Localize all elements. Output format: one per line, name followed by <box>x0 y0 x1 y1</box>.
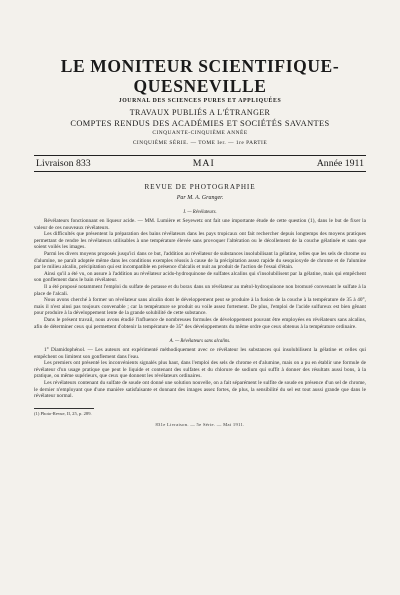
annee-line: CINQUANTE-CINQUIÈME ANNÉE <box>152 130 248 136</box>
paragraph: 1° Diamidophénol. — Les auteurs ont expérimenté méthodiquement avec ce révélateur les substances qui insolubilisent la gélatine et celles qui empêchent ou limitent son gonflement dans l'eau. <box>34 347 366 360</box>
section-1-body <box>34 218 366 330</box>
page-footer: 831e Livraison. — 5e Série. — Mai 1911. <box>155 421 245 427</box>
paragraph: Les révélateurs contenant du sulfate de soude ont donné une solution nouvelle, on a fait séparément le sulfite de soude en présence d'un sel de chrome, le dernier n'employant que d'une manière satisfaisante et donnant des images assez fortes, de plus, la sensibilité du sel est tout aussi grande que dans le révélateur normal. <box>34 380 366 400</box>
footnote-rule <box>34 408 94 409</box>
paragraph: Parmi les divers moyens proposés jusqu'ici dans ce but, l'addition au révélateur de substances insolubilisant la gélatine, telles que les sels de chrome ou d'alumine, ne paraît adoptée même dans les conditions exemples réussis à cause de la précipitation assez rapide du sesquioxyde de chrome et de l'alumine par le milieu alcalin, précipitation qui est incompatible en présence d'alcalis et nuit au produit de l'action de l'essai d'étain. <box>34 250 366 271</box>
paragraph: Ainsi qu'il a été vu, on assure à l'addition au révélateur acido-hydroquinone de sulfates alcalins qui s'insolubilisent par la gélatine, mais qui empêchent son gonflement dans le bain révélateur. <box>34 270 366 284</box>
issue-year: Année 1911 <box>316 158 364 169</box>
issue-bar <box>34 155 366 172</box>
serie-line: CINQUIÈME SÉRIE. — TOME Ier. — 1re PARTIE <box>132 140 268 146</box>
article-author: Par M. A. Granger. <box>176 195 224 201</box>
livraison-number: Livraison 833 <box>36 158 91 169</box>
comptes-rendus-line: COMPTES RENDUS DES ACADÉMIES ET SOCIÉTÉS SAVANTES <box>70 119 330 128</box>
section-heading-revelateurs: I. — Révélateurs. <box>183 210 217 215</box>
paragraph: Nous avons cherché à former un révélateur sans alcalin dont le développement peut se produire à la fusion de la couche à la température de 35 à 40°, mais il n'est ainsi pas toujours convenable ; car la température se produit ou voile assez fortement. De plus, l'emploi de l'acide sulfureux est bien gênant pour produire à la développement lente de la grande solubilité de cette substance. <box>34 297 366 317</box>
section-2-body <box>34 347 366 400</box>
paragraph: Les premiers ont présenté les inconvénients signalés plus haut, dans l'emploi des sels de chrome et d'alumine, mais on a pu en établir une formule de révélateur d'un usage pratique que peut le liquide et contenant des sulfates et du chlorure de sodium qui suffit à donner des résultats aussi bons, à la pratique, ou même supérieurs, que ceux que donnent les révélateurs ordinaires. <box>34 360 366 380</box>
masthead <box>34 56 366 146</box>
paragraph: Révélateurs fonctionnant en liqueur acide. — MM. Lumière et Seyewetz ont fait une importante étude de cette question (1), dans le but de fixer la valeur de ces nouveaux révélateurs. <box>34 218 366 231</box>
paragraph: Il a été proposé notamment l'emploi du sulfate de potasse et du borax dans un révélateur au métol-hydroquinone non bromuré convenant le sulfate à la place de l'alcali. <box>34 283 366 297</box>
footnote: (1) Photo-Revue, II, 25, p. 289. <box>34 410 92 416</box>
travaux-line: TRAVAUX PUBLIÉS A L'ÉTRANGER <box>129 108 271 117</box>
journal-subtitle: JOURNAL DES SCIENCES PURES ET APPLIQUÉES <box>118 98 282 104</box>
issue-month: MAI <box>192 158 215 169</box>
article-title: REVUE DE PHOTOGRAPHIE <box>144 183 256 191</box>
section-heading-sans-alcalins: A. — Révélateurs sans alcalins. <box>169 339 231 345</box>
journal-title: LE MONITEUR SCIENTIFIQUE-QUESNEVILLE <box>60 56 340 96</box>
paragraph: Les difficultés que présentent la préparation des bains révélateurs dans les pays tropicaux ont fait rechercher depuis longtemps des moyens pratiques permettant de rendre les révélateurs utilisables à une température élevée sans provoquer l'altération ou le décollement de la couche gélatinée et sans que soient voilés les images. <box>34 231 366 251</box>
paragraph: Dans le présent travail, nous avons étudié l'influence de nombreuses formules de développement pouvant être employées en révélateurs sans alcalins, afin de déterminer ceux qui permettent d'obtenir la température de 35° des développements du même ordre que ceux obtenus à la température ordinaire. <box>34 316 366 330</box>
